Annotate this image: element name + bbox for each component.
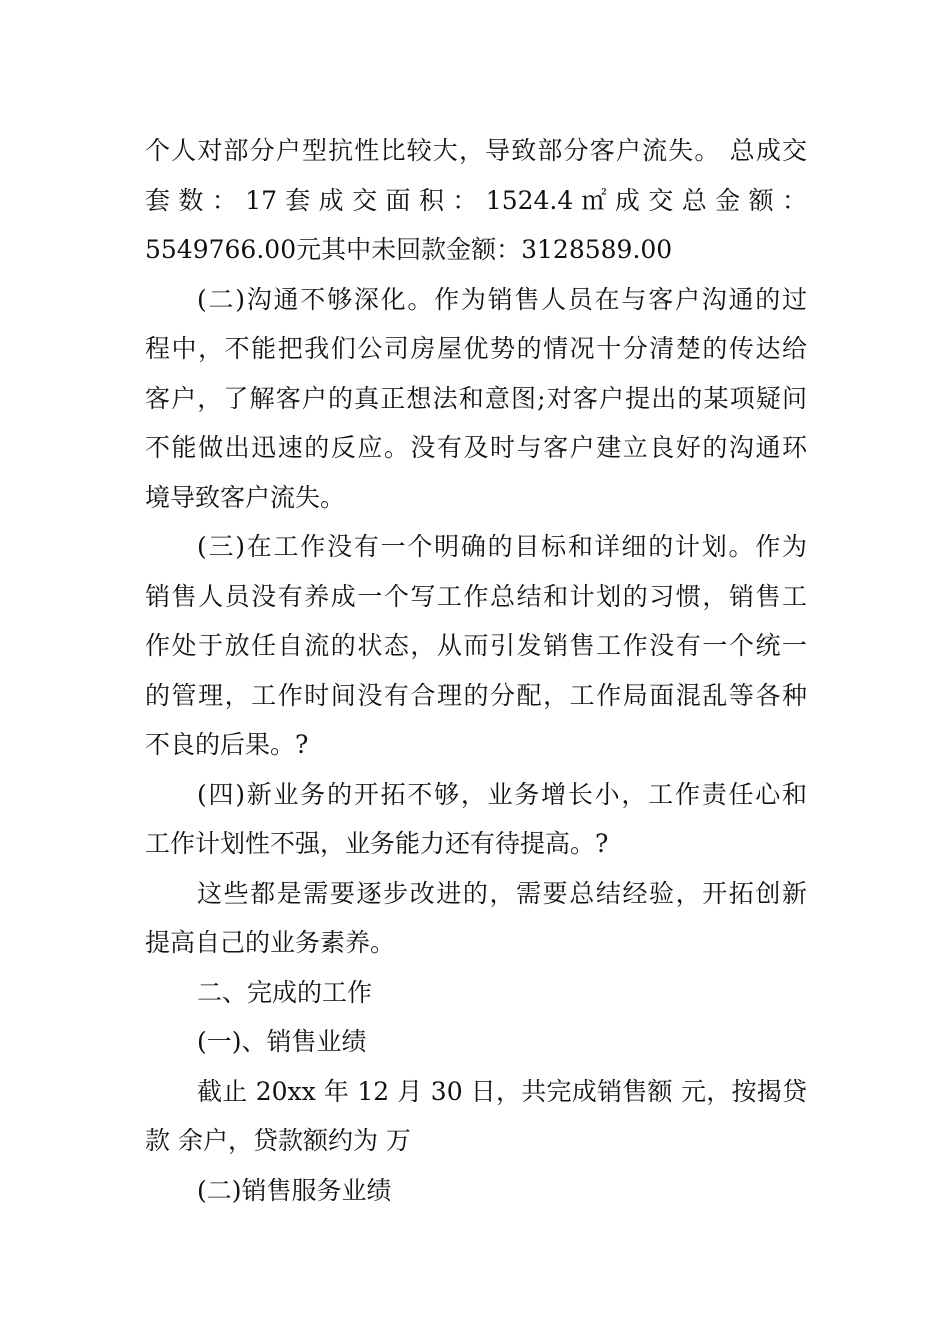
document-page — [145, 126, 807, 1215]
paragraph-line: 工作计划性不强，业务能力还有待提高。? — [145, 829, 609, 858]
paragraph-line: (二)沟通不够深化。作为销售人员在与客户沟通的过 — [197, 284, 807, 314]
paragraph-line: (四)新业务的开拓不够，业务增长小，工作责任心和 — [197, 779, 807, 809]
subsection-heading: (二)销售服务业绩 — [197, 1175, 392, 1205]
paragraph-line: 这些都是需要逐步改进的，需要总结经验，开拓创新 — [197, 878, 807, 908]
paragraph-line: 作处于放任自流的状态，从而引发销售工作没有一个统一 — [145, 631, 807, 660]
paragraph-line: (三)在工作没有一个明确的目标和详细的计划。作为 — [197, 532, 807, 561]
paragraph-line: 提高自己的业务素养。 — [145, 928, 396, 957]
paragraph-line: 程中，不能把我们公司房屋优势的情况十分清楚的传达给 — [145, 334, 807, 363]
paragraph-line: 境导致客户流失。 — [145, 482, 346, 512]
paragraph-line: 销售人员没有养成一个写工作总结和计划的习惯，销售工 — [145, 581, 807, 611]
subsection-heading: (一)、销售业绩 — [197, 1027, 367, 1056]
paragraph-line: 不能做出迅速的反应。没有及时与客户建立良好的沟通环 — [145, 433, 807, 462]
paragraph-line: 个人对部分户型抗性比较大，导致部分客户流失。 总成交 — [145, 136, 807, 165]
paragraph-line: 的管理，工作时间没有合理的分配，工作局面混乱等各种 — [145, 680, 807, 710]
paragraph-line: 截止 20xx 年 12 月 30 日，共完成销售额 元，按揭贷 — [197, 1076, 807, 1106]
paragraph-line: 客户，了解客户的真正想法和意图;对客户提出的某项疑问 — [145, 383, 807, 413]
paragraph-line: 款 余户，贷款额约为 万 — [145, 1126, 411, 1155]
paragraph-line: 5549766.00元其中未回款金额：3128589.00 — [145, 235, 673, 264]
paragraph-line: 套 数 ： 17 套 成 交 面 积 ： 1524.4 ㎡ 成 交 总 金 额 ： — [145, 185, 807, 215]
section-heading: 二、完成的工作 — [197, 977, 373, 1007]
paragraph-line: 不良的后果。? — [145, 730, 309, 759]
